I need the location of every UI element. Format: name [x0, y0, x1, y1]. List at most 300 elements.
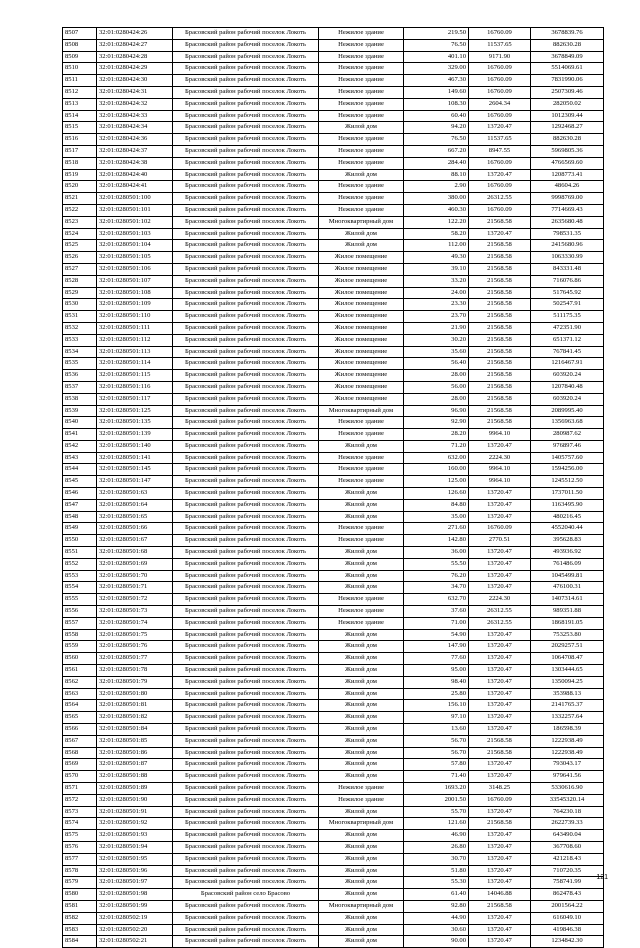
address-cell: Брасовский район рабочий поселок Локоть [173, 747, 319, 759]
area-cell: 56.00 [404, 381, 469, 393]
cadastral-number-cell: 32:01:0280424:26 [97, 28, 173, 40]
cadastral-number-cell: 32:01:0280501:116 [97, 381, 173, 393]
rate-cell: 13720.47 [469, 228, 531, 240]
object-type-cell: Нежилое здание [319, 783, 404, 795]
table-row [63, 900, 604, 912]
row-number-cell: 8571 [63, 783, 97, 795]
cadastral-value-cell: 862478.43 [531, 889, 604, 901]
object-type-cell: Жилой дом [319, 570, 404, 582]
object-type-cell: Жилой дом [319, 499, 404, 511]
cadastral-number-cell: 32:01:0280501:106 [97, 263, 173, 275]
row-number-cell: 8558 [63, 629, 97, 641]
address-cell: Брасовский район рабочий поселок Локоть [173, 122, 319, 134]
address-cell: Брасовский район рабочий поселок Локоть [173, 240, 319, 252]
rate-cell: 21568.58 [469, 311, 531, 323]
address-cell: Брасовский район рабочий поселок Локоть [173, 700, 319, 712]
table-row [63, 653, 604, 665]
cadastral-number-cell: 32:01:0280501:100 [97, 193, 173, 205]
rate-cell: 13720.47 [469, 830, 531, 842]
cadastral-value-cell: 761486.09 [531, 558, 604, 570]
row-number-cell: 8529 [63, 287, 97, 299]
area-cell: 57.80 [404, 759, 469, 771]
row-number-cell: 8530 [63, 299, 97, 311]
row-number-cell: 8531 [63, 311, 97, 323]
table-row [63, 287, 604, 299]
area-cell: 160.00 [404, 464, 469, 476]
area-cell: 121.60 [404, 818, 469, 830]
address-cell: Брасовский район рабочий поселок Локоть [173, 841, 319, 853]
area-cell: 142.80 [404, 535, 469, 547]
area-cell: 24.00 [404, 287, 469, 299]
table-row [63, 700, 604, 712]
rate-cell: 13720.47 [469, 912, 531, 924]
table-row [63, 606, 604, 618]
cadastral-value-cell: 33545320.14 [531, 794, 604, 806]
cadastral-number-cell: 32:01:0280424:28 [97, 51, 173, 63]
address-cell: Брасовский район рабочий поселок Локоть [173, 358, 319, 370]
row-number-cell: 8512 [63, 86, 97, 98]
rate-cell: 13720.47 [469, 936, 531, 948]
area-cell: 76.50 [404, 134, 469, 146]
address-cell: Брасовский район рабочий поселок Локоть [173, 606, 319, 618]
table-row [63, 311, 604, 323]
row-number-cell: 8568 [63, 747, 97, 759]
address-cell: Брасовский район рабочий поселок Локоть [173, 393, 319, 405]
row-number-cell: 8524 [63, 228, 97, 240]
address-cell: Брасовский район рабочий поселок Локоть [173, 193, 319, 205]
rate-cell: 16760.09 [469, 110, 531, 122]
object-type-cell: Нежилое здание [319, 145, 404, 157]
table-row [63, 405, 604, 417]
object-type-cell: Нежилое здание [319, 417, 404, 429]
cadastral-number-cell: 32:01:0280501:67 [97, 535, 173, 547]
cadastral-value-cell: 3678849.09 [531, 51, 604, 63]
rate-cell: 9964.10 [469, 464, 531, 476]
object-type-cell: Нежилое здание [319, 75, 404, 87]
area-cell: 77.60 [404, 653, 469, 665]
address-cell: Брасовский район рабочий поселок Локоть [173, 169, 319, 181]
object-type-cell: Жилое помещение [319, 370, 404, 382]
cadastral-value-cell: 603920.24 [531, 370, 604, 382]
cadastral-value-cell: 502547.91 [531, 299, 604, 311]
rate-cell: 13720.47 [469, 700, 531, 712]
table-row [63, 629, 604, 641]
rate-cell: 13720.47 [469, 688, 531, 700]
cadastral-number-cell: 32:01:0280501:135 [97, 417, 173, 429]
address-cell: Брасовский район село Брасово [173, 889, 319, 901]
area-cell: 35.60 [404, 346, 469, 358]
object-type-cell: Нежилое здание [319, 51, 404, 63]
cadastral-number-cell: 32:01:0280501:95 [97, 853, 173, 865]
rate-cell: 13720.47 [469, 665, 531, 677]
register-table [62, 27, 604, 948]
cadastral-number-cell: 32:01:0280502:19 [97, 912, 173, 924]
area-cell: 76.50 [404, 39, 469, 51]
row-number-cell: 8584 [63, 936, 97, 948]
area-cell: 46.90 [404, 830, 469, 842]
object-type-cell: Нежилое здание [319, 464, 404, 476]
area-cell: 76.20 [404, 570, 469, 582]
table-row [63, 63, 604, 75]
rate-cell: 3148.25 [469, 783, 531, 795]
table-row [63, 39, 604, 51]
table-row [63, 181, 604, 193]
area-cell: 44.90 [404, 912, 469, 924]
area-cell: 28.00 [404, 370, 469, 382]
address-cell: Брасовский район рабочий поселок Локоть [173, 653, 319, 665]
row-number-cell: 8521 [63, 193, 97, 205]
cadastral-number-cell: 32:01:0280502:21 [97, 936, 173, 948]
table-row [63, 535, 604, 547]
table-row [63, 818, 604, 830]
address-cell: Брасовский район рабочий поселок Локоть [173, 405, 319, 417]
address-cell: Брасовский район рабочий поселок Локоть [173, 582, 319, 594]
area-cell: 56.70 [404, 747, 469, 759]
rate-cell: 21568.58 [469, 346, 531, 358]
object-type-cell: Нежилое здание [319, 110, 404, 122]
cadastral-value-cell: 2029257.51 [531, 641, 604, 653]
table-row [63, 771, 604, 783]
table-row [63, 417, 604, 429]
address-cell: Брасовский район рабочий поселок Локоть [173, 783, 319, 795]
object-type-cell: Жилое помещение [319, 381, 404, 393]
row-number-cell: 8555 [63, 594, 97, 606]
cadastral-value-cell: 48604.26 [531, 181, 604, 193]
table-row [63, 877, 604, 889]
cadastral-number-cell: 32:01:0280502:20 [97, 924, 173, 936]
row-number-cell: 8535 [63, 358, 97, 370]
address-cell: Брасовский район рабочий поселок Локоть [173, 547, 319, 559]
rate-cell: 14046.88 [469, 889, 531, 901]
object-type-cell: Нежилое здание [319, 86, 404, 98]
object-type-cell: Жилой дом [319, 771, 404, 783]
address-cell: Брасовский район рабочий поселок Локоть [173, 724, 319, 736]
rate-cell: 13720.47 [469, 582, 531, 594]
address-cell: Брасовский район рабочий поселок Локоть [173, 488, 319, 500]
rate-cell: 13720.47 [469, 547, 531, 559]
object-type-cell: Нежилое здание [319, 606, 404, 618]
row-number-cell: 8541 [63, 429, 97, 441]
cadastral-value-cell: 1045499.81 [531, 570, 604, 582]
address-cell: Брасовский район рабочий поселок Локоть [173, 110, 319, 122]
cadastral-value-cell: 1303444.65 [531, 665, 604, 677]
object-type-cell: Нежилое здание [319, 134, 404, 146]
area-cell: 35.00 [404, 511, 469, 523]
rate-cell: 21568.58 [469, 747, 531, 759]
area-cell: 34.70 [404, 582, 469, 594]
cadastral-value-cell: 7831990.06 [531, 75, 604, 87]
cadastral-value-cell: 2635680.48 [531, 216, 604, 228]
cadastral-number-cell: 32:01:0280424:38 [97, 157, 173, 169]
area-cell: 58.20 [404, 228, 469, 240]
address-cell: Брасовский район рабочий поселок Локоть [173, 51, 319, 63]
object-type-cell: Нежилое здание [319, 523, 404, 535]
cadastral-value-cell: 1222938.49 [531, 735, 604, 747]
area-cell: 112.00 [404, 240, 469, 252]
area-cell: 108.30 [404, 98, 469, 110]
address-cell: Брасовский район рабочий поселок Локоть [173, 511, 319, 523]
table-row [63, 724, 604, 736]
area-cell: 37.60 [404, 606, 469, 618]
area-cell: 149.60 [404, 86, 469, 98]
cadastral-number-cell: 32:01:0280501:80 [97, 688, 173, 700]
table-row [63, 641, 604, 653]
object-type-cell: Жилое помещение [319, 275, 404, 287]
cadastral-value-cell: 5330616.90 [531, 783, 604, 795]
cadastral-value-cell: 758741.99 [531, 877, 604, 889]
table-row [63, 110, 604, 122]
area-cell: 23.30 [404, 299, 469, 311]
address-cell: Брасовский район рабочий поселок Локоть [173, 263, 319, 275]
address-cell: Брасовский район рабочий поселок Локоть [173, 912, 319, 924]
area-cell: 26.80 [404, 841, 469, 853]
table-row [63, 263, 604, 275]
table-row [63, 924, 604, 936]
table-row [63, 216, 604, 228]
area-cell: 55.50 [404, 558, 469, 570]
row-number-cell: 8549 [63, 523, 97, 535]
table-row [63, 488, 604, 500]
row-number-cell: 8573 [63, 806, 97, 818]
rate-cell: 13720.47 [469, 653, 531, 665]
table-row [63, 51, 604, 63]
cadastral-number-cell: 32:01:0280501:69 [97, 558, 173, 570]
table-row [63, 936, 604, 948]
area-cell: 92.90 [404, 417, 469, 429]
area-cell: 401.10 [404, 51, 469, 63]
cadastral-value-cell: 603920.24 [531, 393, 604, 405]
cadastral-number-cell: 32:01:0280501:103 [97, 228, 173, 240]
table-row [63, 370, 604, 382]
row-number-cell: 8566 [63, 724, 97, 736]
row-number-cell: 8544 [63, 464, 97, 476]
cadastral-number-cell: 32:01:0280424:27 [97, 39, 173, 51]
cadastral-value-cell: 643490.04 [531, 830, 604, 842]
area-cell: 49.30 [404, 252, 469, 264]
row-number-cell: 8534 [63, 346, 97, 358]
cadastral-value-cell: 1407314.61 [531, 594, 604, 606]
object-type-cell: Жилой дом [319, 558, 404, 570]
area-cell: 271.60 [404, 523, 469, 535]
rate-cell: 21568.58 [469, 287, 531, 299]
rate-cell: 21568.58 [469, 263, 531, 275]
cadastral-number-cell: 32:01:0280501:90 [97, 794, 173, 806]
address-cell: Брасовский район рабочий поселок Локоть [173, 535, 319, 547]
object-type-cell: Жилой дом [319, 641, 404, 653]
object-type-cell: Жилое помещение [319, 393, 404, 405]
cadastral-value-cell: 1292468.27 [531, 122, 604, 134]
cadastral-number-cell: 32:01:0280501:112 [97, 334, 173, 346]
object-type-cell: Многоквартирный дом [319, 818, 404, 830]
cadastral-value-cell: 3678839.76 [531, 28, 604, 40]
table-row [63, 299, 604, 311]
cadastral-number-cell: 32:01:0280424:36 [97, 134, 173, 146]
address-cell: Брасовский район рабочий поселок Локоть [173, 275, 319, 287]
object-type-cell: Жилое помещение [319, 287, 404, 299]
area-cell: 54.90 [404, 629, 469, 641]
table-row [63, 665, 604, 677]
address-cell: Брасовский район рабочий поселок Локоть [173, 641, 319, 653]
address-cell: Брасовский район рабочий поселок Локоть [173, 145, 319, 157]
table-row [63, 712, 604, 724]
cadastral-number-cell: 32:01:0280501:71 [97, 582, 173, 594]
cadastral-number-cell: 32:01:0280424:33 [97, 110, 173, 122]
address-cell: Брасовский район рабочий поселок Локоть [173, 75, 319, 87]
row-number-cell: 8554 [63, 582, 97, 594]
object-type-cell: Жилой дом [319, 936, 404, 948]
area-cell: 55.30 [404, 877, 469, 889]
address-cell: Брасовский район рабочий поселок Локоть [173, 759, 319, 771]
rate-cell: 2604.34 [469, 98, 531, 110]
rate-cell: 16760.09 [469, 523, 531, 535]
cadastral-value-cell: 476100.31 [531, 582, 604, 594]
object-type-cell: Жилой дом [319, 676, 404, 688]
rate-cell: 9964.10 [469, 429, 531, 441]
object-type-cell: Жилой дом [319, 759, 404, 771]
table-row [63, 806, 604, 818]
cadastral-number-cell: 32:01:0280501:65 [97, 511, 173, 523]
row-number-cell: 8559 [63, 641, 97, 653]
rate-cell: 13720.47 [469, 440, 531, 452]
table-row [63, 157, 604, 169]
area-cell: 2.90 [404, 181, 469, 193]
cadastral-number-cell: 32:01:0280424:30 [97, 75, 173, 87]
address-cell: Брасовский район рабочий поселок Локоть [173, 476, 319, 488]
object-type-cell: Жилой дом [319, 122, 404, 134]
row-number-cell: 8582 [63, 912, 97, 924]
address-cell: Брасовский район рабочий поселок Локоть [173, 204, 319, 216]
cadastral-value-cell: 4766569.60 [531, 157, 604, 169]
table-row [63, 228, 604, 240]
cadastral-value-cell: 1207840.48 [531, 381, 604, 393]
row-number-cell: 8565 [63, 712, 97, 724]
cadastral-value-cell: 1222938.49 [531, 747, 604, 759]
area-cell: 219.50 [404, 28, 469, 40]
cadastral-value-cell: 421218.43 [531, 853, 604, 865]
cadastral-number-cell: 32:01:0280501:117 [97, 393, 173, 405]
address-cell: Брасовский район рабочий поселок Локоть [173, 370, 319, 382]
row-number-cell: 8545 [63, 476, 97, 488]
cadastral-number-cell: 32:01:0280501:87 [97, 759, 173, 771]
cadastral-value-cell: 2415680.96 [531, 240, 604, 252]
row-number-cell: 8546 [63, 488, 97, 500]
row-number-cell: 8517 [63, 145, 97, 157]
object-type-cell: Жилой дом [319, 865, 404, 877]
area-cell: 467.30 [404, 75, 469, 87]
area-cell: 122.20 [404, 216, 469, 228]
address-cell: Брасовский район рабочий поселок Локоть [173, 86, 319, 98]
rate-cell: 13720.47 [469, 877, 531, 889]
rate-cell: 13720.47 [469, 570, 531, 582]
cadastral-value-cell: 1356963.68 [531, 417, 604, 429]
cadastral-number-cell: 32:01:0280501:113 [97, 346, 173, 358]
cadastral-value-cell: 1737011.50 [531, 488, 604, 500]
table-row [63, 322, 604, 334]
table-row [63, 853, 604, 865]
object-type-cell: Жилой дом [319, 688, 404, 700]
row-number-cell: 8520 [63, 181, 97, 193]
address-cell: Брасовский район рабочий поселок Локоть [173, 594, 319, 606]
object-type-cell: Нежилое здание [319, 63, 404, 75]
object-type-cell: Жилой дом [319, 488, 404, 500]
cadastral-number-cell: 32:01:0280501:86 [97, 747, 173, 759]
cadastral-value-cell: 2507309.46 [531, 86, 604, 98]
table-row [63, 75, 604, 87]
rate-cell: 11537.65 [469, 39, 531, 51]
rate-cell: 13720.47 [469, 558, 531, 570]
cadastral-number-cell: 32:01:0280501:114 [97, 358, 173, 370]
rate-cell: 21568.58 [469, 381, 531, 393]
address-cell: Брасовский район рабочий поселок Локоть [173, 464, 319, 476]
rate-cell: 16760.09 [469, 181, 531, 193]
cadastral-number-cell: 32:01:0280501:92 [97, 818, 173, 830]
area-cell: 33.20 [404, 275, 469, 287]
rate-cell: 21568.58 [469, 405, 531, 417]
row-number-cell: 8577 [63, 853, 97, 865]
address-cell: Брасовский район рабочий поселок Локоть [173, 429, 319, 441]
row-number-cell: 8576 [63, 841, 97, 853]
object-type-cell: Жилое помещение [319, 263, 404, 275]
cadastral-number-cell: 32:01:0280501:70 [97, 570, 173, 582]
area-cell: 96.90 [404, 405, 469, 417]
cadastral-number-cell: 32:01:0280501:66 [97, 523, 173, 535]
register-table-body [63, 28, 604, 948]
area-cell: 90.00 [404, 936, 469, 948]
area-cell: 88.10 [404, 169, 469, 181]
row-number-cell: 8547 [63, 499, 97, 511]
table-row [63, 830, 604, 842]
area-cell: 98.40 [404, 676, 469, 688]
table-row [63, 865, 604, 877]
cadastral-value-cell: 282050.02 [531, 98, 604, 110]
row-number-cell: 8511 [63, 75, 97, 87]
row-number-cell: 8551 [63, 547, 97, 559]
rate-cell: 13720.47 [469, 771, 531, 783]
row-number-cell: 8564 [63, 700, 97, 712]
table-row [63, 440, 604, 452]
table-row [63, 747, 604, 759]
object-type-cell: Жилой дом [319, 924, 404, 936]
cadastral-value-cell: 517645.92 [531, 287, 604, 299]
cadastral-value-cell: 367708.60 [531, 841, 604, 853]
table-row [63, 676, 604, 688]
cadastral-number-cell: 32:01:0280501:139 [97, 429, 173, 441]
area-cell: 380.00 [404, 193, 469, 205]
row-number-cell: 8526 [63, 252, 97, 264]
address-cell: Брасовский район рабочий поселок Локоть [173, 712, 319, 724]
table-row [63, 334, 604, 346]
table-row [63, 275, 604, 287]
row-number-cell: 8567 [63, 735, 97, 747]
cadastral-number-cell: 32:01:0280501:84 [97, 724, 173, 736]
cadastral-number-cell: 32:01:0280501:101 [97, 204, 173, 216]
object-type-cell: Жилой дом [319, 511, 404, 523]
area-cell: 36.00 [404, 547, 469, 559]
cadastral-number-cell: 32:01:0280501:73 [97, 606, 173, 618]
table-row [63, 86, 604, 98]
table-row [63, 558, 604, 570]
cadastral-number-cell: 32:01:0280501:141 [97, 452, 173, 464]
row-number-cell: 8528 [63, 275, 97, 287]
area-cell: 71.40 [404, 771, 469, 783]
area-cell: 2001.50 [404, 794, 469, 806]
cadastral-value-cell: 1163495.90 [531, 499, 604, 511]
object-type-cell: Нежилое здание [319, 98, 404, 110]
table-row [63, 134, 604, 146]
table-row [63, 98, 604, 110]
area-cell: 71.00 [404, 617, 469, 629]
address-cell: Брасовский район рабочий поселок Локоть [173, 311, 319, 323]
